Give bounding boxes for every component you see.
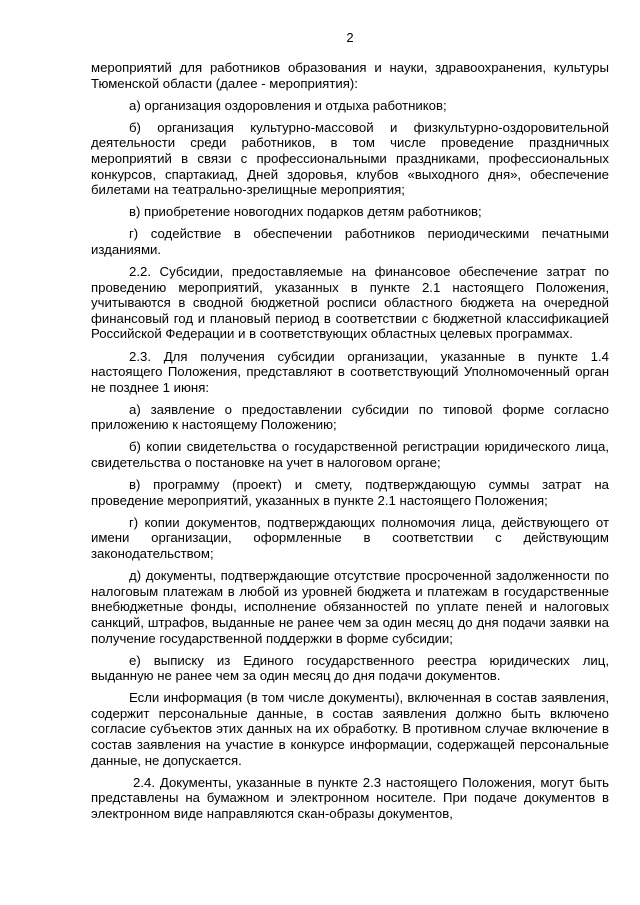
paragraph: Если информация (в том числе документы), включенная в состав заявления, содержит персональные данные, в состав заявления должно быть включено согласие субъектов этих данных на их обработку. В противном случае включение в состав заявления на участие в конкурсе информации, содержащей персональные данные, не допускается. <box>91 690 609 768</box>
document-body <box>91 60 609 822</box>
paragraph: г) копии документов, подтверждающих полномочия лица, действующего от имени организации, оформленные в соответствии с действующим законодательством; <box>91 514 609 562</box>
paragraph: 2.4. Документы, указанные в пункте 2.3 настоящего Положения, могут быть представлены на бумажном и электронном носителе. При подаче документов в электронном виде направляются скан-образы документов, <box>91 774 609 821</box>
paragraph: д) документы, подтверждающие отсутствие просроченной задолженности по налоговым платежам в любой из уровней бюджета и платежам в государственные внебюджетные фонды, исполнение обязанностей по уплате пеней и налоговых санкций, штрафов, выданные не ранее чем за один месяц до дня подачи заявки на получение государственной поддержки в форме субсидии; <box>91 568 609 646</box>
paragraph: в) приобретение новогодних подарков детям работников; <box>129 204 482 220</box>
paragraph: 2.3. Для получения субсидии организации, указанные в пункте 1.4 настоящего Положения, представляют в соответствующий Уполномоченный орган не позднее 1 июня: <box>91 348 609 395</box>
paragraph: мероприятий для работников образования и науки, здравоохранения, культуры Тюменской области (далее - мероприятия): <box>91 60 609 91</box>
paragraph: е) выписку из Единого государственного реестра юридических лиц, выданную не ранее чем за один месяц до дня подачи документов. <box>91 652 609 684</box>
paragraph: б) организация культурно-массовой и физкультурно-оздоровительной деятельности среди работников, в том числе проведение праздничных мероприятий в связи с профессиональными праздниками, профессиональных конкурсов, спартакиад, Дней здоровья, клубов «выходного дня», обеспечение билетами на театрально-зрелищные мероприятия; <box>91 119 609 198</box>
page-number: 2 <box>346 30 354 45</box>
paragraph: 2.2. Субсидии, предоставляемые на финансовое обеспечение затрат по проведению мероприятий, указанных в пункте 2.1 настоящего Положения, учитываются в сводной бюджетной росписи областного бюджета на очередной финансовый год и плановый период в соответствии с бюджетной классификацией Российской Федерации и в соответствующих областных целевых программах. <box>91 264 609 342</box>
paragraph: в) программу (проект) и смету, подтверждающую суммы затрат на проведение мероприятий, указанных в пункте 2.1 настоящего Положения; <box>91 477 609 508</box>
paragraph: а) организация оздоровления и отдыха работников; <box>129 97 447 113</box>
paragraph: а) заявление о предоставлении субсидии по типовой форме согласно приложению к настоящему Положению; <box>91 401 609 433</box>
paragraph: б) копии свидетельства о государственной регистрации юридического лица, свидетельства о постановке на учет в налоговом органе; <box>91 439 609 471</box>
paragraph: г) содействие в обеспечении работников периодическими печатными изданиями. <box>91 226 609 257</box>
